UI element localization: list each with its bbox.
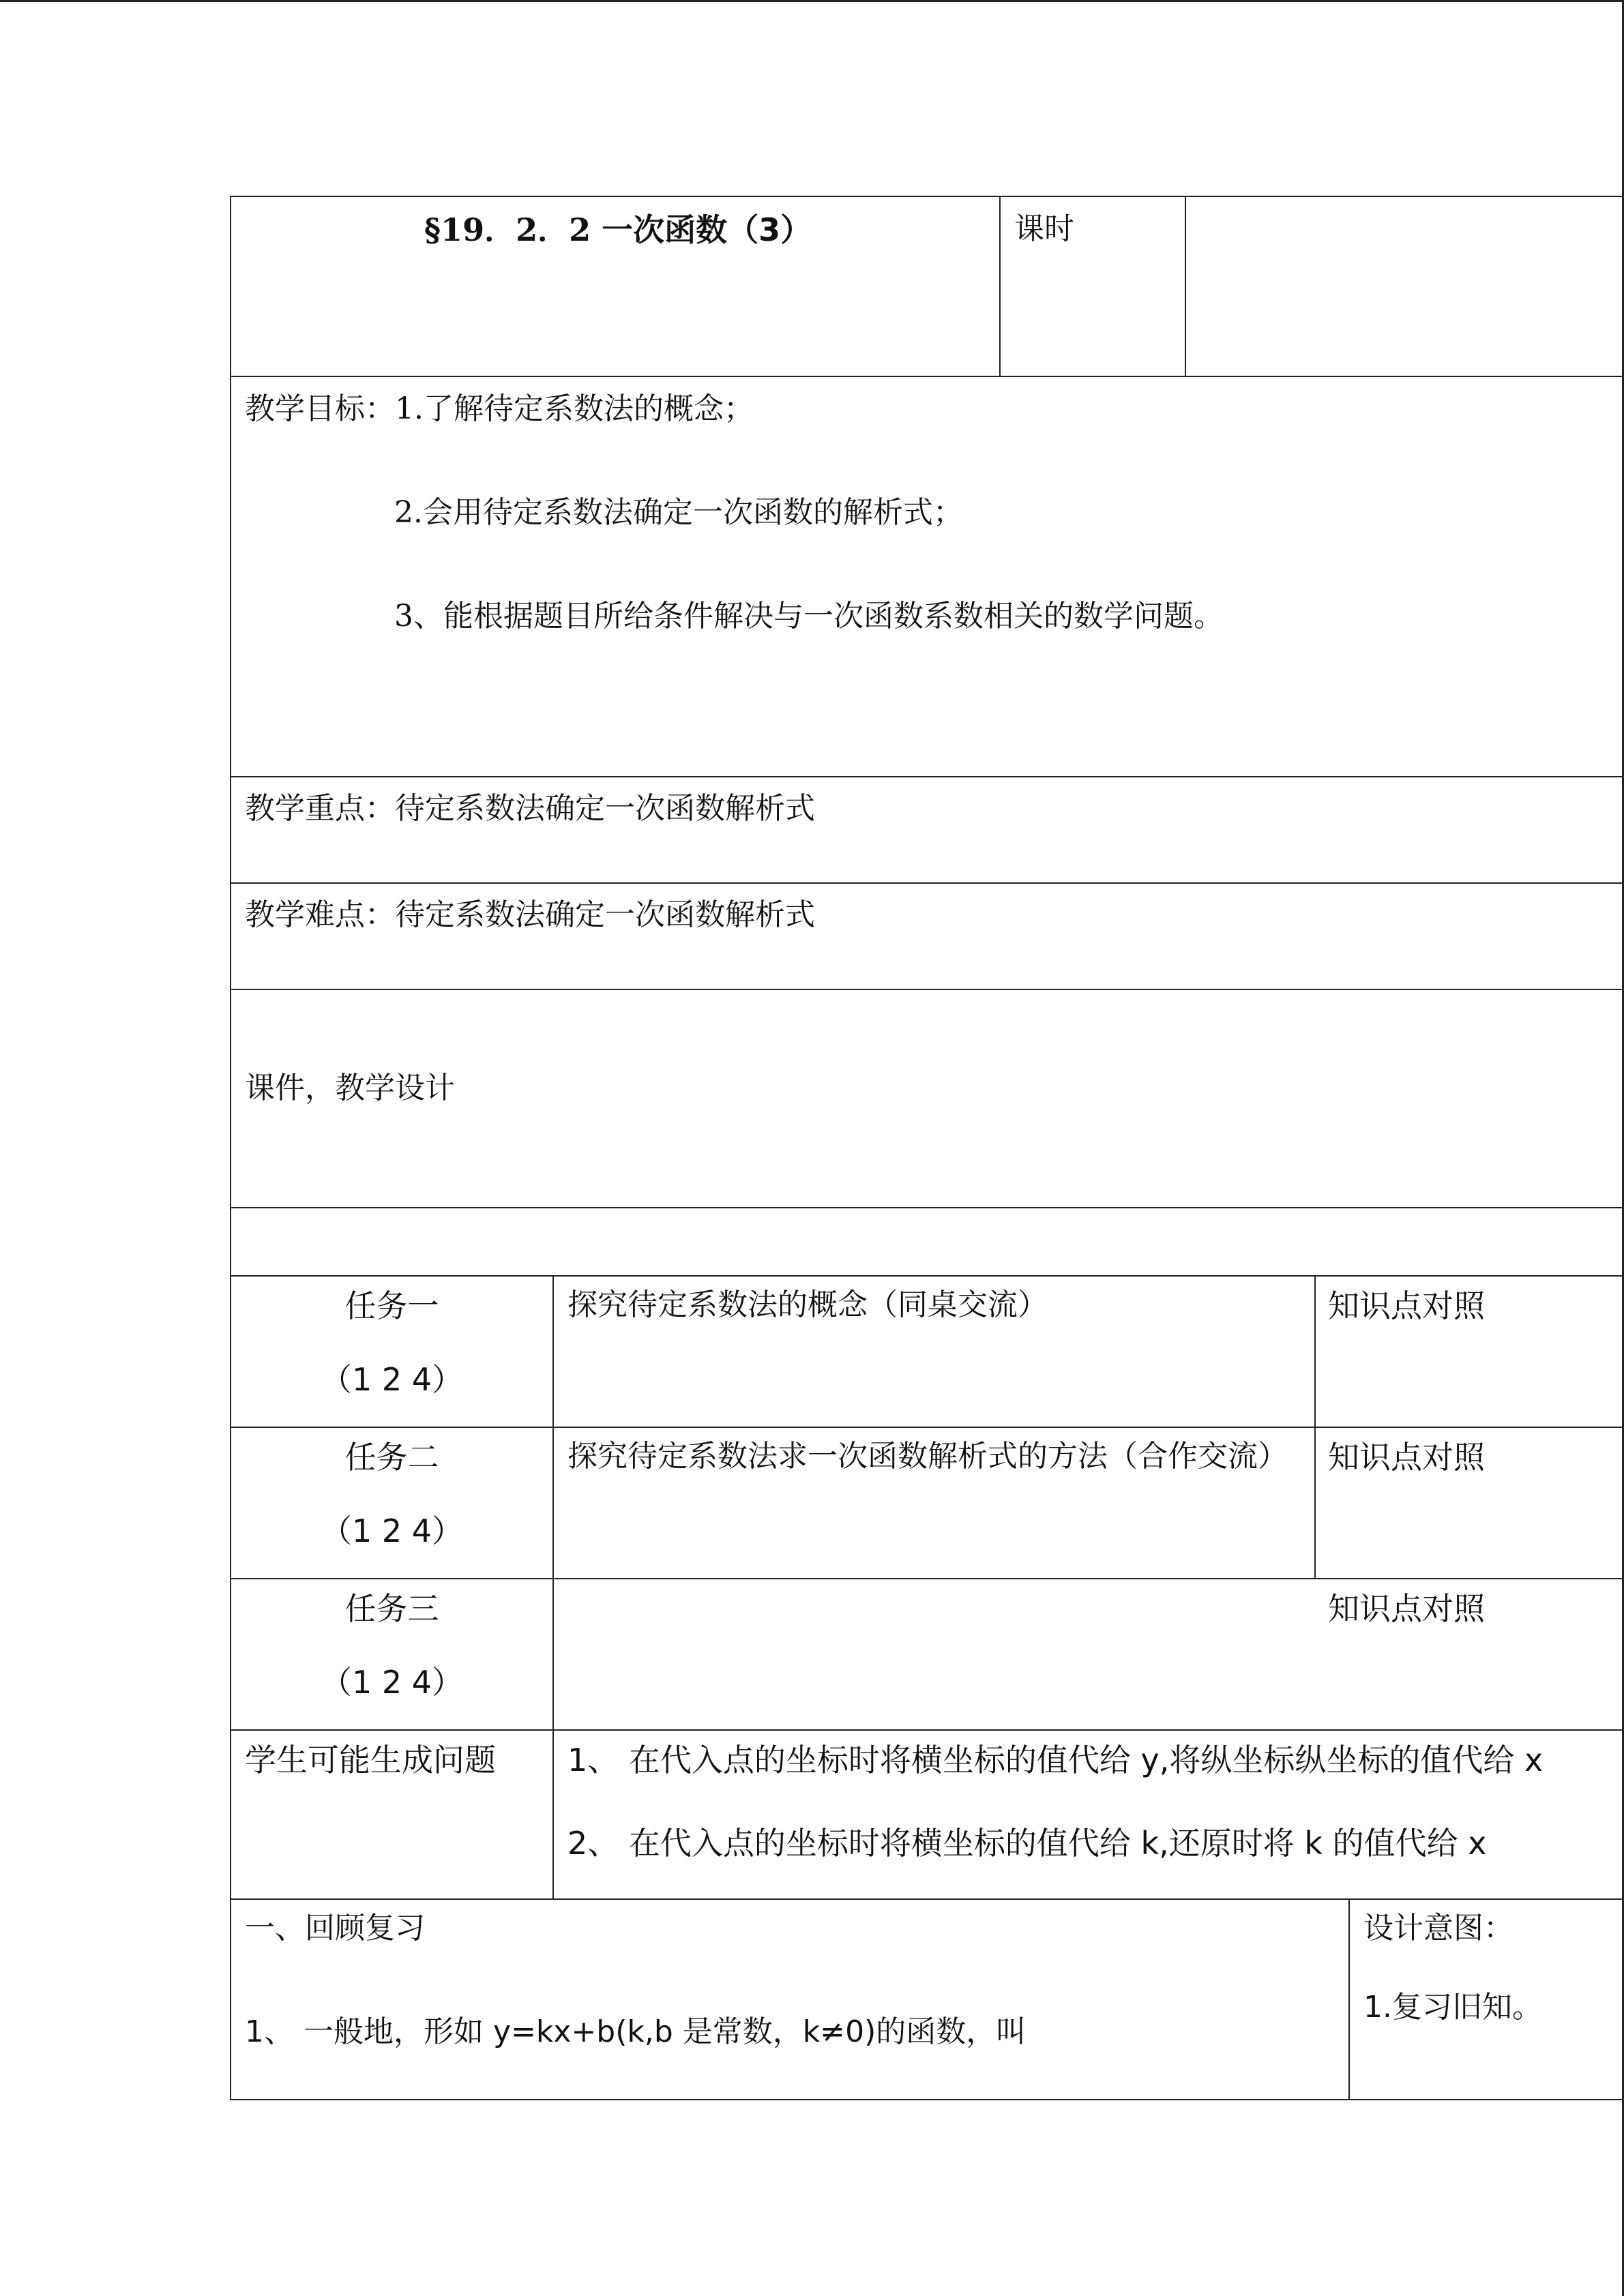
problem-item-2: 2、 在代入点的坐标时将横坐标的值代给 k,还原时将 k 的值代给 x bbox=[567, 1825, 1487, 1862]
page-top-border bbox=[0, 0, 1624, 2]
table-border-bottom bbox=[230, 2099, 1624, 2100]
task-1-sub: （1 2 4） bbox=[320, 1361, 464, 1398]
objective-text: 会用待定系数法确定一次函数的解析式； bbox=[422, 495, 963, 530]
table-col-divider bbox=[999, 196, 1001, 377]
design-intent-text: 1.复习旧知。 bbox=[1363, 1990, 1542, 2025]
task-1-name: 任务一 bbox=[344, 1287, 439, 1324]
task-1-content: 探究待定系数法的概念（同桌交流） bbox=[567, 1287, 1048, 1322]
task-2-name: 任务二 bbox=[344, 1439, 439, 1476]
review-heading: 一、回顾复习 bbox=[245, 1911, 425, 1945]
table-border-left bbox=[230, 196, 231, 2100]
table-divider bbox=[230, 376, 1624, 377]
objective-number: 2. bbox=[394, 495, 423, 530]
problems-label: 学生可能生成问题 bbox=[245, 1742, 496, 1778]
table-divider bbox=[230, 989, 1624, 990]
lesson-name: 一次函数（3） bbox=[602, 211, 812, 248]
table-divider bbox=[230, 1427, 1624, 1428]
review-line-1: 1、 一般地，形如 y=kx+b(k,b 是常数，k≠0)的函数，叫 bbox=[245, 2014, 1027, 2049]
objectives-item-3 bbox=[394, 599, 1224, 635]
table-divider bbox=[230, 882, 1624, 884]
table-divider bbox=[230, 1898, 1624, 1900]
resources: 课件，教学设计 bbox=[245, 1071, 455, 1105]
table-col-divider bbox=[1185, 196, 1186, 377]
table-divider bbox=[230, 1207, 1624, 1208]
problem-item-1: 1、 在代入点的坐标时将横坐标的值代给 y,将纵坐标纵坐标的值代给 x bbox=[567, 1742, 1544, 1778]
task-1-note: 知识点对照 bbox=[1328, 1287, 1485, 1324]
lesson-number: §19．2．2 bbox=[424, 211, 591, 248]
task-2-content: 探究待定系数法求一次函数解析式的方法（合作交流） bbox=[567, 1439, 1288, 1474]
key-point: 教学重点：待定系数法确定一次函数解析式 bbox=[245, 791, 815, 826]
table-col-divider bbox=[1314, 1275, 1316, 1579]
objective-text: 了解待定系数法的概念； bbox=[423, 391, 754, 426]
objective-number: 1. bbox=[395, 391, 424, 426]
objectives-label: 教学目标： bbox=[245, 391, 395, 426]
table-col-divider bbox=[552, 1275, 554, 1900]
design-intent-label: 设计意图： bbox=[1363, 1911, 1514, 1945]
table-divider bbox=[230, 1729, 1624, 1731]
objectives-item-1 bbox=[245, 391, 754, 428]
task-3-note: 知识点对照 bbox=[1328, 1590, 1485, 1627]
objective-text: 能根据题目所给条件解决与一次函数系数相关的数学问题。 bbox=[443, 599, 1224, 633]
task-3-sub: （1 2 4） bbox=[320, 1664, 464, 1701]
task-3-name: 任务三 bbox=[344, 1590, 439, 1627]
difficulty: 教学难点：待定系数法确定一次函数解析式 bbox=[245, 897, 815, 932]
task-2-note: 知识点对照 bbox=[1328, 1439, 1485, 1476]
objectives-item-2 bbox=[394, 495, 963, 531]
task-2-sub: （1 2 4） bbox=[320, 1512, 464, 1549]
table-divider bbox=[230, 1275, 1624, 1277]
table-divider bbox=[230, 776, 1624, 777]
table-divider bbox=[230, 1578, 1624, 1579]
objective-number: 3、 bbox=[394, 599, 443, 633]
lesson-title bbox=[424, 211, 812, 249]
table-border-top bbox=[230, 196, 1624, 197]
period-label: 课时 bbox=[1014, 211, 1074, 246]
table-col-divider bbox=[1348, 1898, 1350, 2100]
